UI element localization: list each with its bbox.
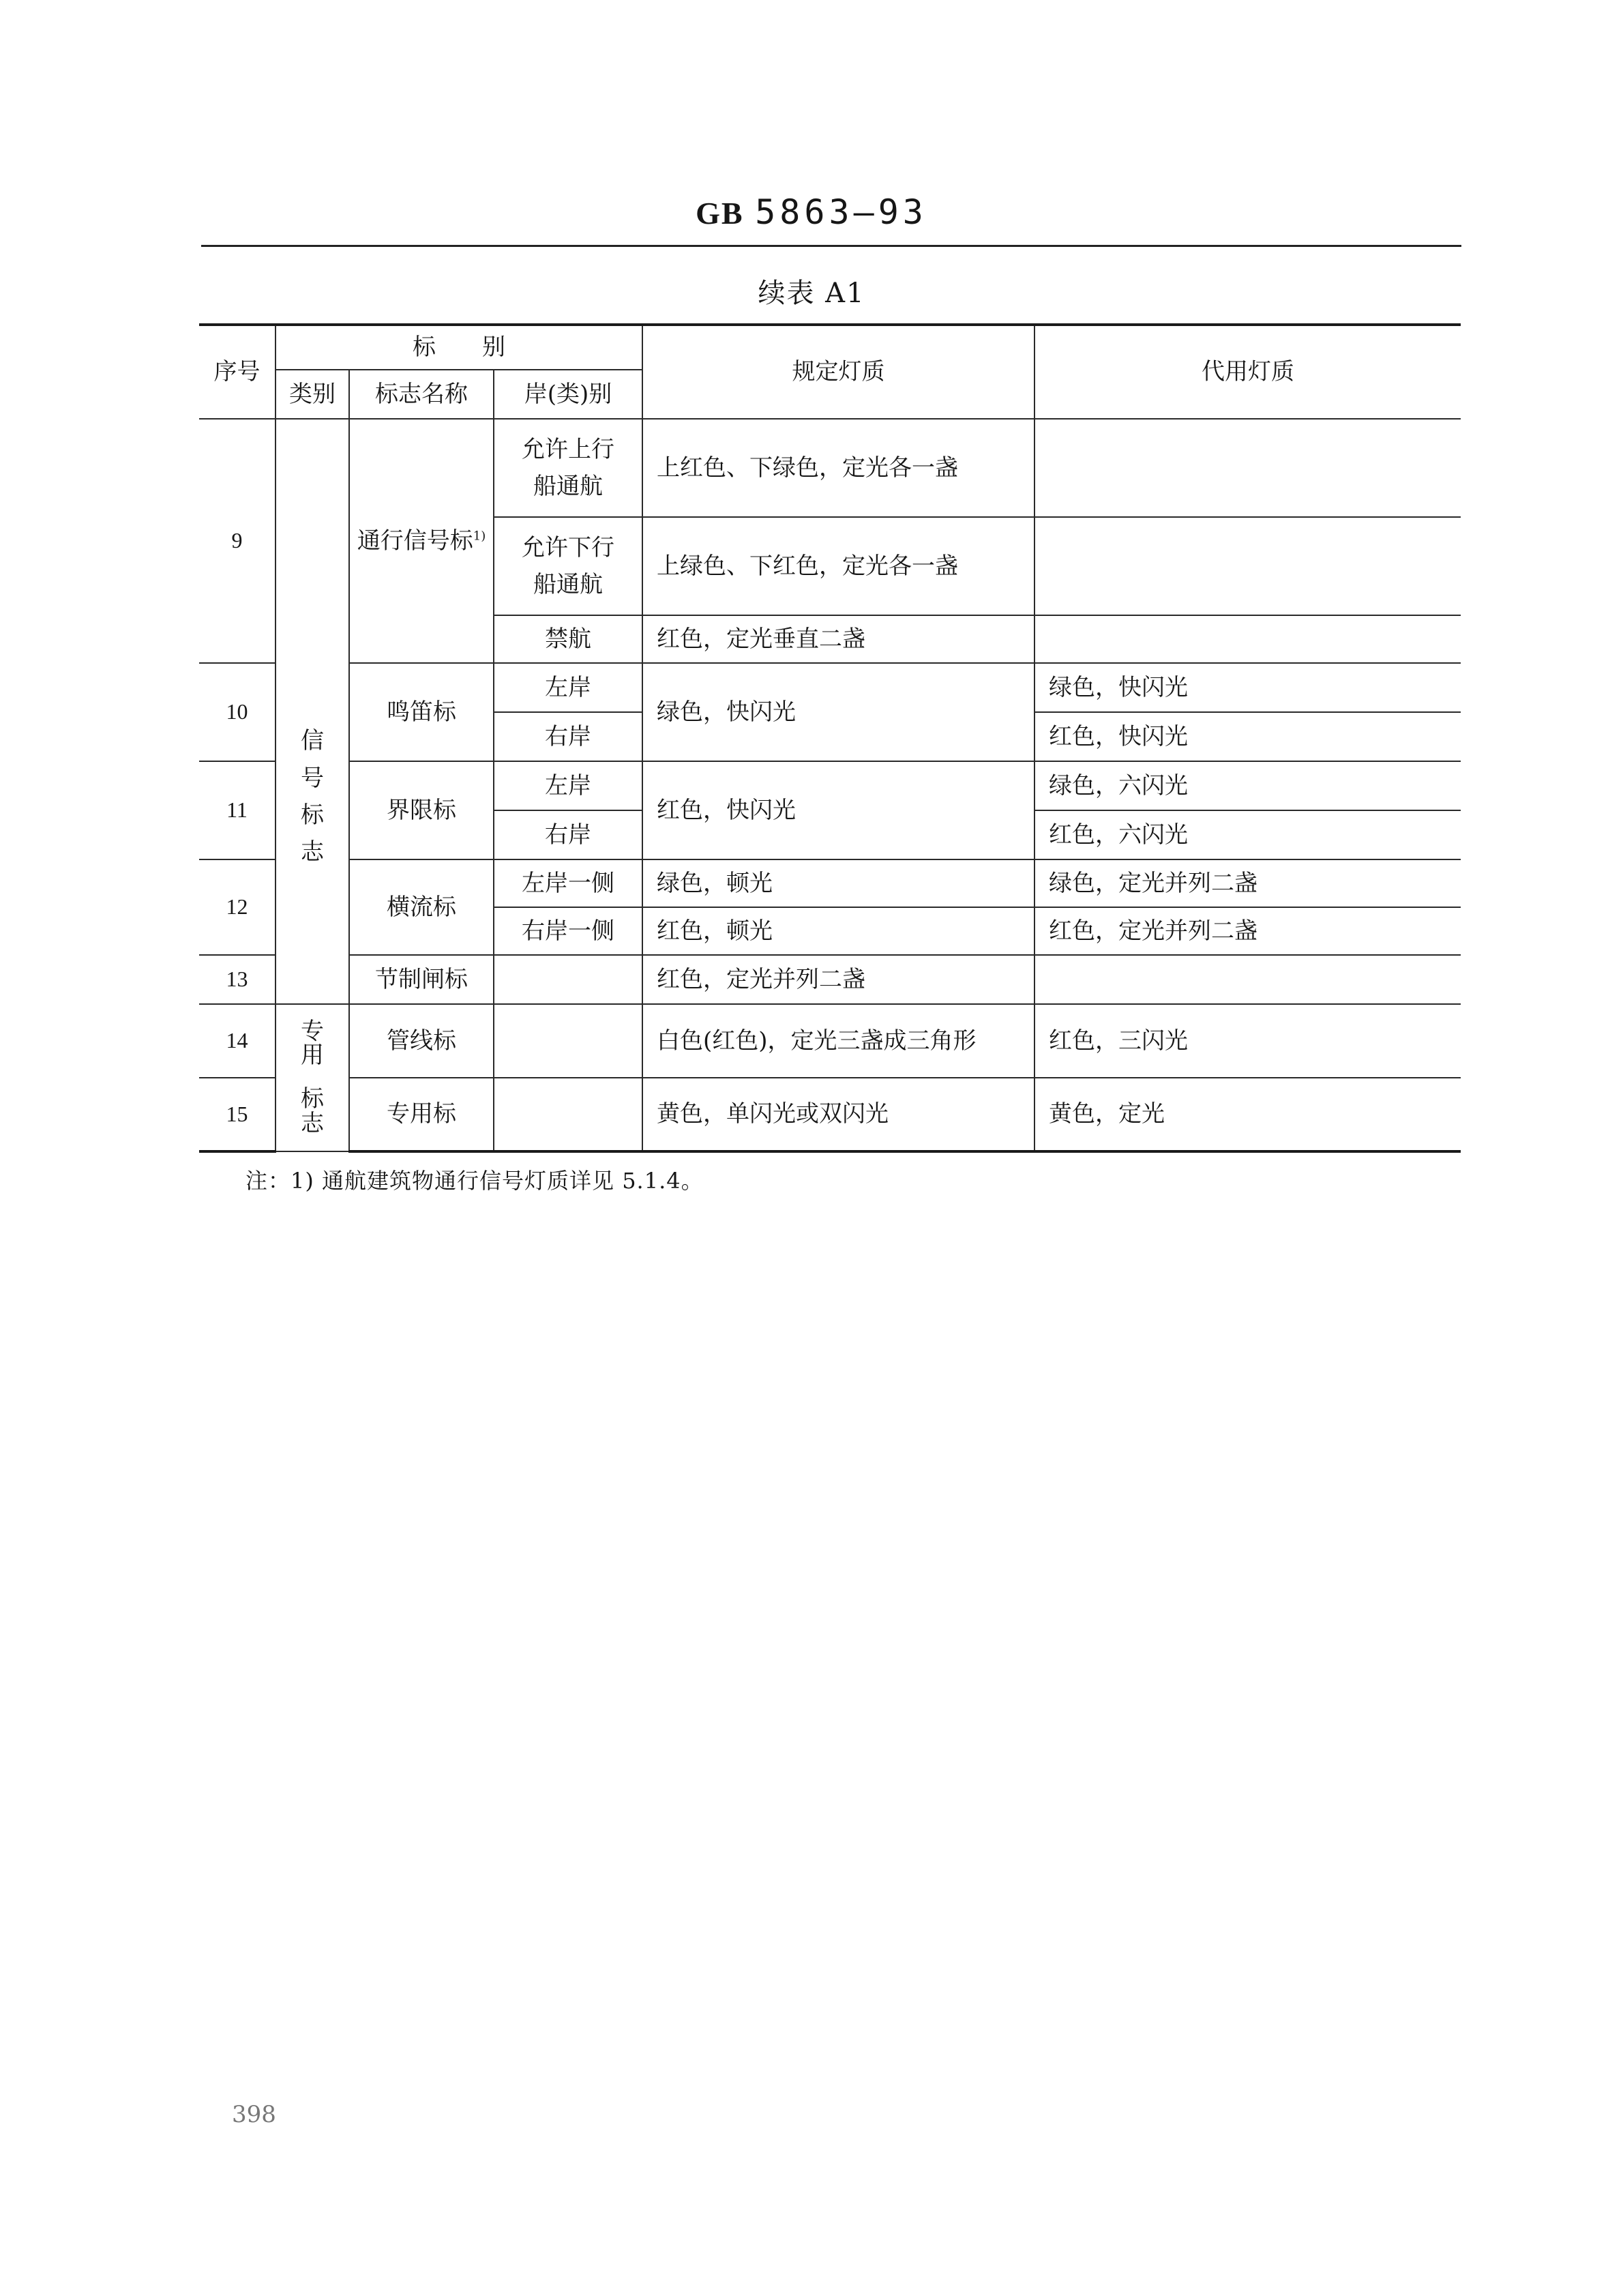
sign-name-cell: 界限标 xyxy=(349,761,494,859)
bank-cell: 允许下行船通航 xyxy=(494,517,642,615)
col-category-header: 类别 xyxy=(276,370,349,419)
table-caption: 续表 A1 xyxy=(758,278,865,309)
header-rule xyxy=(201,245,1461,247)
category-char: 专 xyxy=(301,1017,324,1045)
category-char: 号 xyxy=(301,764,324,792)
seq-cell: 13 xyxy=(199,955,276,1004)
alt-cell: 绿色，六闪光 xyxy=(1034,761,1461,810)
header-row-1 xyxy=(199,325,1461,370)
seq-cell: 12 xyxy=(199,859,276,955)
seq-cell: 14 xyxy=(199,1004,276,1078)
col-name-header: 标志名称 xyxy=(349,370,494,419)
category-char: 信 xyxy=(301,727,324,755)
table-row xyxy=(199,859,1461,907)
footnote: 注：1) 通航建筑物通行信号灯质详见 5.1.4。 xyxy=(245,1168,704,1194)
spec-cell: 红色，快闪光 xyxy=(642,761,1034,859)
alt-cell: 红色，三闪光 xyxy=(1034,1004,1461,1078)
sign-name-cell: 管线标 xyxy=(349,1004,494,1078)
col-bank-header: 岸(类)别 xyxy=(494,370,642,419)
spec-cell: 绿色，快闪光 xyxy=(642,663,1034,761)
spec-cell: 红色，顿光 xyxy=(642,907,1034,955)
bank-cell: 左岸一侧 xyxy=(494,859,642,907)
document-header xyxy=(0,192,1623,232)
bank-cell: 左岸 xyxy=(494,761,642,810)
standard-number: 5863—93 xyxy=(755,192,927,232)
seq-cell: 10 xyxy=(199,663,276,761)
spec-cell: 红色，定光并列二盏 xyxy=(642,955,1034,1004)
seq-cell: 15 xyxy=(199,1078,276,1151)
spec-cell: 上红色、下绿色，定光各一盏 xyxy=(642,419,1034,517)
spec-cell: 白色(红色)，定光三盏成三角形 xyxy=(642,1004,1034,1078)
footnote-ref: 1) xyxy=(473,529,486,544)
alt-cell xyxy=(1034,955,1461,1004)
bank-cell: 右岸 xyxy=(494,810,642,859)
standard-prefix: GB xyxy=(696,196,744,231)
sign-name: 通行信号标 xyxy=(357,527,473,555)
alt-cell: 绿色，定光并列二盏 xyxy=(1034,859,1461,907)
category-char: 标 xyxy=(301,1085,324,1113)
alt-cell: 红色，定光并列二盏 xyxy=(1034,907,1461,955)
bank-cell: 右岸一侧 xyxy=(494,907,642,955)
sign-name-cell: 鸣笛标 xyxy=(349,663,494,761)
bank-cell: 右岸 xyxy=(494,712,642,761)
category-char: 用 xyxy=(301,1042,324,1070)
bank-cell xyxy=(494,1004,642,1078)
category-char: 志 xyxy=(301,1109,324,1137)
alt-cell xyxy=(1034,517,1461,615)
sign-name-cell: 节制闸标 xyxy=(349,955,494,1004)
bank-cell: 禁航 xyxy=(494,615,642,663)
table-row xyxy=(199,663,1461,712)
bank-cell xyxy=(494,1078,642,1151)
table-row xyxy=(199,1004,1461,1078)
page-number: 398 xyxy=(232,2101,276,2128)
table-row xyxy=(199,955,1461,1004)
spec-cell: 红色，定光垂直二盏 xyxy=(642,615,1034,663)
sign-name-cell: 横流标 xyxy=(349,859,494,955)
spec-cell: 绿色，顿光 xyxy=(642,859,1034,907)
category-char: 标 xyxy=(301,801,324,829)
seq-cell: 11 xyxy=(199,761,276,859)
col-alt-header: 代用灯质 xyxy=(1034,325,1461,419)
light-quality-table xyxy=(199,323,1461,1153)
table-row xyxy=(199,761,1461,810)
category-special-cell xyxy=(276,1004,349,1151)
sign-name-cell: 专用标 xyxy=(349,1078,494,1151)
bank-cell: 左岸 xyxy=(494,663,642,712)
col-seq-header: 序号 xyxy=(199,325,276,419)
alt-cell xyxy=(1034,615,1461,663)
spec-cell: 上绿色、下红色，定光各一盏 xyxy=(642,517,1034,615)
table-row xyxy=(199,419,1461,517)
alt-cell xyxy=(1034,419,1461,517)
seq-cell: 9 xyxy=(199,419,276,663)
category-char: 志 xyxy=(301,838,324,866)
sign-name-cell xyxy=(349,419,494,663)
col-group-header: 标 别 xyxy=(276,325,642,370)
col-spec-header: 规定灯质 xyxy=(642,325,1034,419)
alt-cell: 红色，快闪光 xyxy=(1034,712,1461,761)
alt-cell: 黄色，定光 xyxy=(1034,1078,1461,1151)
category-signal-cell xyxy=(276,419,349,1004)
spec-cell: 黄色，单闪光或双闪光 xyxy=(642,1078,1034,1151)
alt-cell: 绿色，快闪光 xyxy=(1034,663,1461,712)
alt-cell: 红色，六闪光 xyxy=(1034,810,1461,859)
table-row xyxy=(199,1078,1461,1151)
bank-cell: 允许上行船通航 xyxy=(494,419,642,517)
bank-cell xyxy=(494,955,642,1004)
